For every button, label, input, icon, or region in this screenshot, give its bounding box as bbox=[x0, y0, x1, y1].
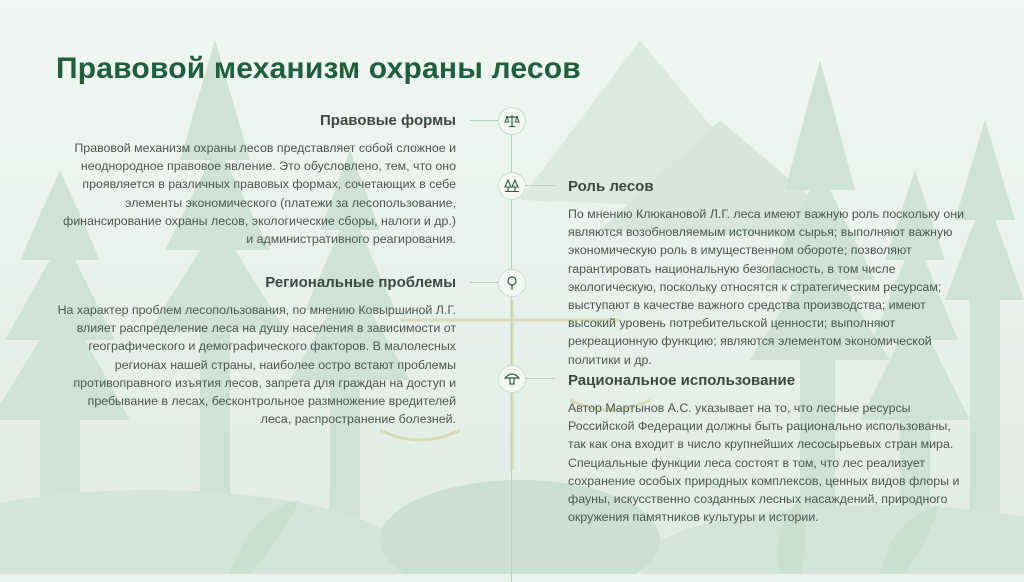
section-text: Автор Мартынов А.С. указывает на то, что лесные ресурсы Российской Федерации должны быть рационально использованы, так как она входит в число крупнейших лесосырьевых стран мира. Специальные функции леса состоят в том, что лес реализует сохранение особых природных комплексов, ценных видов флоры и фауны, искусственно созданных лесных насаждений, природного окружения памятников культуры и истории. bbox=[568, 401, 960, 525]
map-pin-icon bbox=[498, 269, 526, 297]
timeline-connector bbox=[525, 185, 555, 186]
section-text: Правовой механизм охраны лесов представляет собой сложное и неоднородное правовое явление. Это обусловлено, тем, что оно проявляется в различных правовых формах, сочетающих в себе элементы экономического (платежи за лесопользование, финансирование охраны лесов, экологические сборы, налоги и др.) и административного реагирования. bbox=[63, 141, 456, 247]
section-forest-role bbox=[568, 178, 968, 369]
timeline-connector bbox=[470, 282, 498, 283]
section-heading: Региональные проблемы bbox=[265, 274, 456, 291]
section-text: На характер проблем лесопользования, по мнению Ковыршиной Л.Г. влияет распределение леса на душу населения в зависимости от географического и демографического факторов. В малолесных регионах нашей страны, наиболее остро встают проблемы противоправного изъятия лесов, запрета для граждан на доступ и пребывание в лесах, бесконтрольное размножение вредителей леса, распространение болезней. bbox=[57, 303, 456, 427]
section-regional-problems bbox=[56, 274, 456, 428]
section-text: По мнению Клюкановой Л.Г. леса имеют важную роль поскольку они являются возобновляемым источником сырья; выполняют важную экономическую роль в имущественном обороте; позволяют гарантировать национальную безопасность, в том числе экологическую, поскольку относятся к стратегическим ресурсам; выступают в качестве важного средства производства; имеют высокий уровень потребительской ценности; выполняют рекреационную функцию; являются элементом экономической политики и др. bbox=[568, 207, 965, 367]
section-heading: Правовые формы bbox=[320, 112, 456, 129]
slide-title: Правовой механизм охраны лесов bbox=[56, 52, 581, 85]
section-legal-forms bbox=[56, 112, 456, 248]
section-heading: Роль лесов bbox=[568, 178, 654, 195]
trees-icon bbox=[498, 172, 526, 200]
scales-icon bbox=[498, 107, 526, 135]
section-heading: Рациональное использование bbox=[568, 372, 796, 389]
section-rational-use bbox=[568, 372, 968, 526]
timeline-connector bbox=[525, 378, 555, 379]
timeline-connector bbox=[470, 120, 498, 121]
mushroom-icon bbox=[498, 365, 526, 393]
